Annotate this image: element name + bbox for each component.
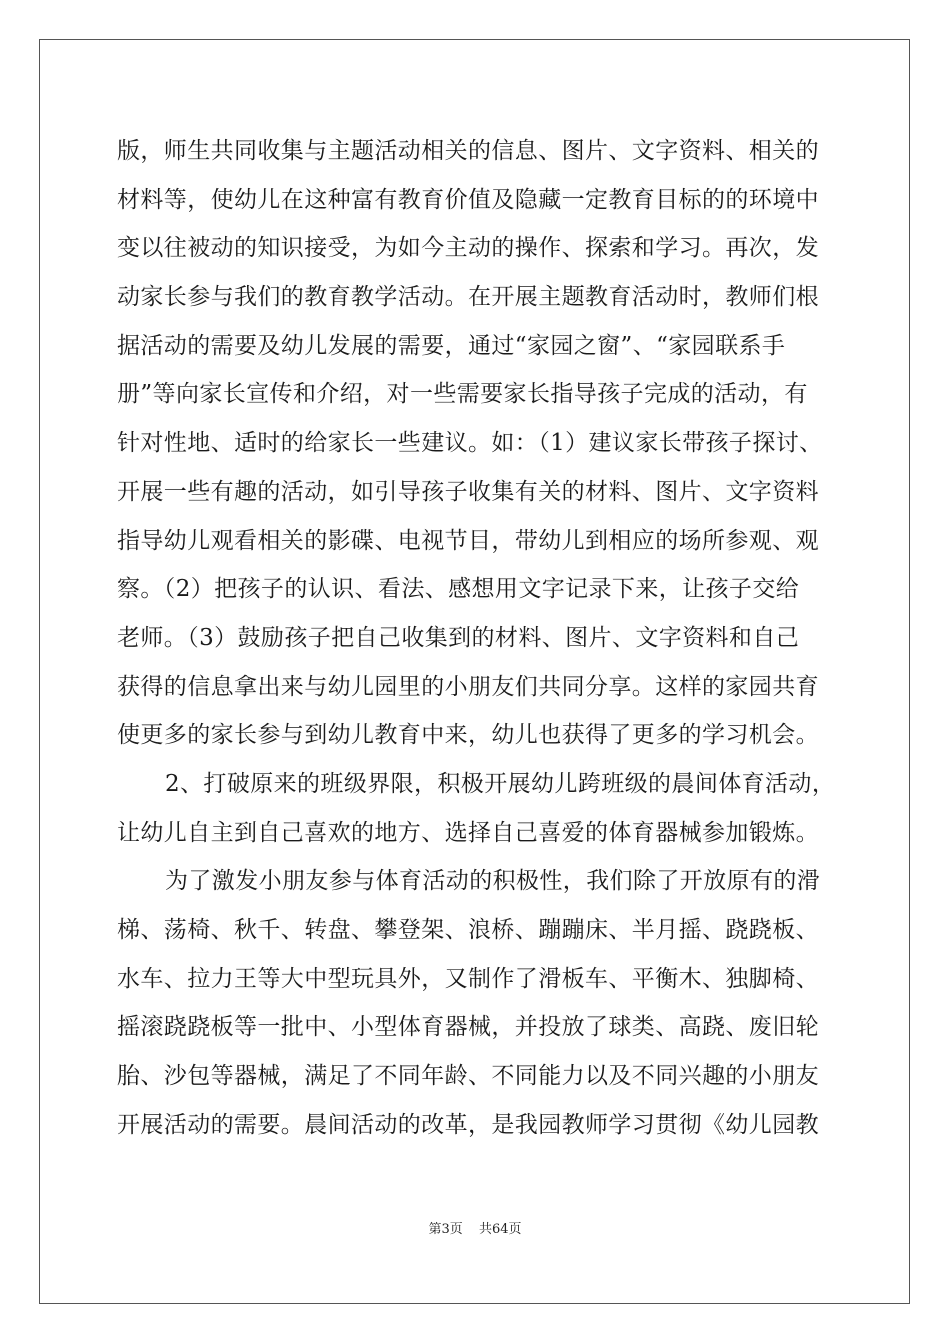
paragraph-start-line: 2、打破原来的班级界限，积极开展幼儿跨班级的晨间体育活动，: [165, 770, 836, 797]
text-line: 获得的信息拿出来与幼儿园里的小朋友们共同分享。这样的家园共育: [117, 673, 819, 700]
total-pages: 共64页: [478, 1222, 522, 1237]
text-line: 胎、沙包等器械，满足了不同年龄、不同能力以及不同兴趣的小朋友: [117, 1063, 819, 1090]
document-body: [117, 127, 837, 1149]
text-line: 梯、荡椅、秋千、转盘、攀登架、浪桥、蹦蹦床、半月摇、跷跷板、: [117, 917, 819, 943]
text-line: 变以往被动的知识接受，为如今主动的操作、探索和学习。再次，发: [117, 235, 819, 262]
page-number: 第3页: [428, 1222, 463, 1237]
text-line: 让幼儿自主到自己喜欢的地方、选择自己喜爱的体育器械参加锻炼。: [117, 819, 819, 846]
text-line: 察。（2）把孩子的认识、看法、感想用文字记录下来，让孩子交给: [117, 576, 800, 603]
text-line: 水车、拉力王等大中型玩具外，又制作了滑板车、平衡木、独脚椅、: [117, 965, 819, 992]
text-line: 动家长参与我们的教育教学活动。在开展主题教育活动时，教师们根: [117, 284, 819, 311]
text-line: 摇滚跷跷板等一批中、小型体育器械，并投放了球类、高跷、废旧轮: [117, 1014, 819, 1041]
text-line: 指导幼儿观看相关的影碟、电视节目，带幼儿到相应的场所参观、观: [117, 527, 819, 554]
text-line: 版，师生共同收集与主题活动相关的信息、图片、文字资料、相关的: [117, 138, 819, 164]
text-line: 据活动的需要及幼儿发展的需要，通过“家园之窗”、“家园联系手: [117, 332, 786, 359]
text-line: 开展活动的需要。晨间活动的改革，是我园教师学习贯彻《幼儿园教: [117, 1111, 819, 1138]
text-line: 使更多的家长参与到幼儿教育中来，幼儿也获得了更多的学习机会。: [117, 722, 819, 749]
paragraph-start-line: 为了激发小朋友参与体育活动的积极性，我们除了开放原有的滑: [165, 868, 821, 895]
text-line: 老师。（3）鼓励孩子把自己收集到的材料、图片、文字资料和自己: [117, 624, 800, 651]
text-line: 材料等，使幼儿在这种富有教育价值及隐藏一定教育目标的的环境中: [117, 186, 819, 213]
page-footer: [0, 1218, 950, 1237]
text-line: 针对性地、适时的给家长一些建议。如：（1）建议家长带孩子探讨、: [117, 430, 823, 457]
text-line: 开展一些有趣的活动，如引导孩子收集有关的材料、图片、文字资料: [117, 478, 819, 505]
text-line: 册”等向家长宣传和介绍，对一些需要家长指导孩子完成的活动，有: [117, 381, 808, 408]
